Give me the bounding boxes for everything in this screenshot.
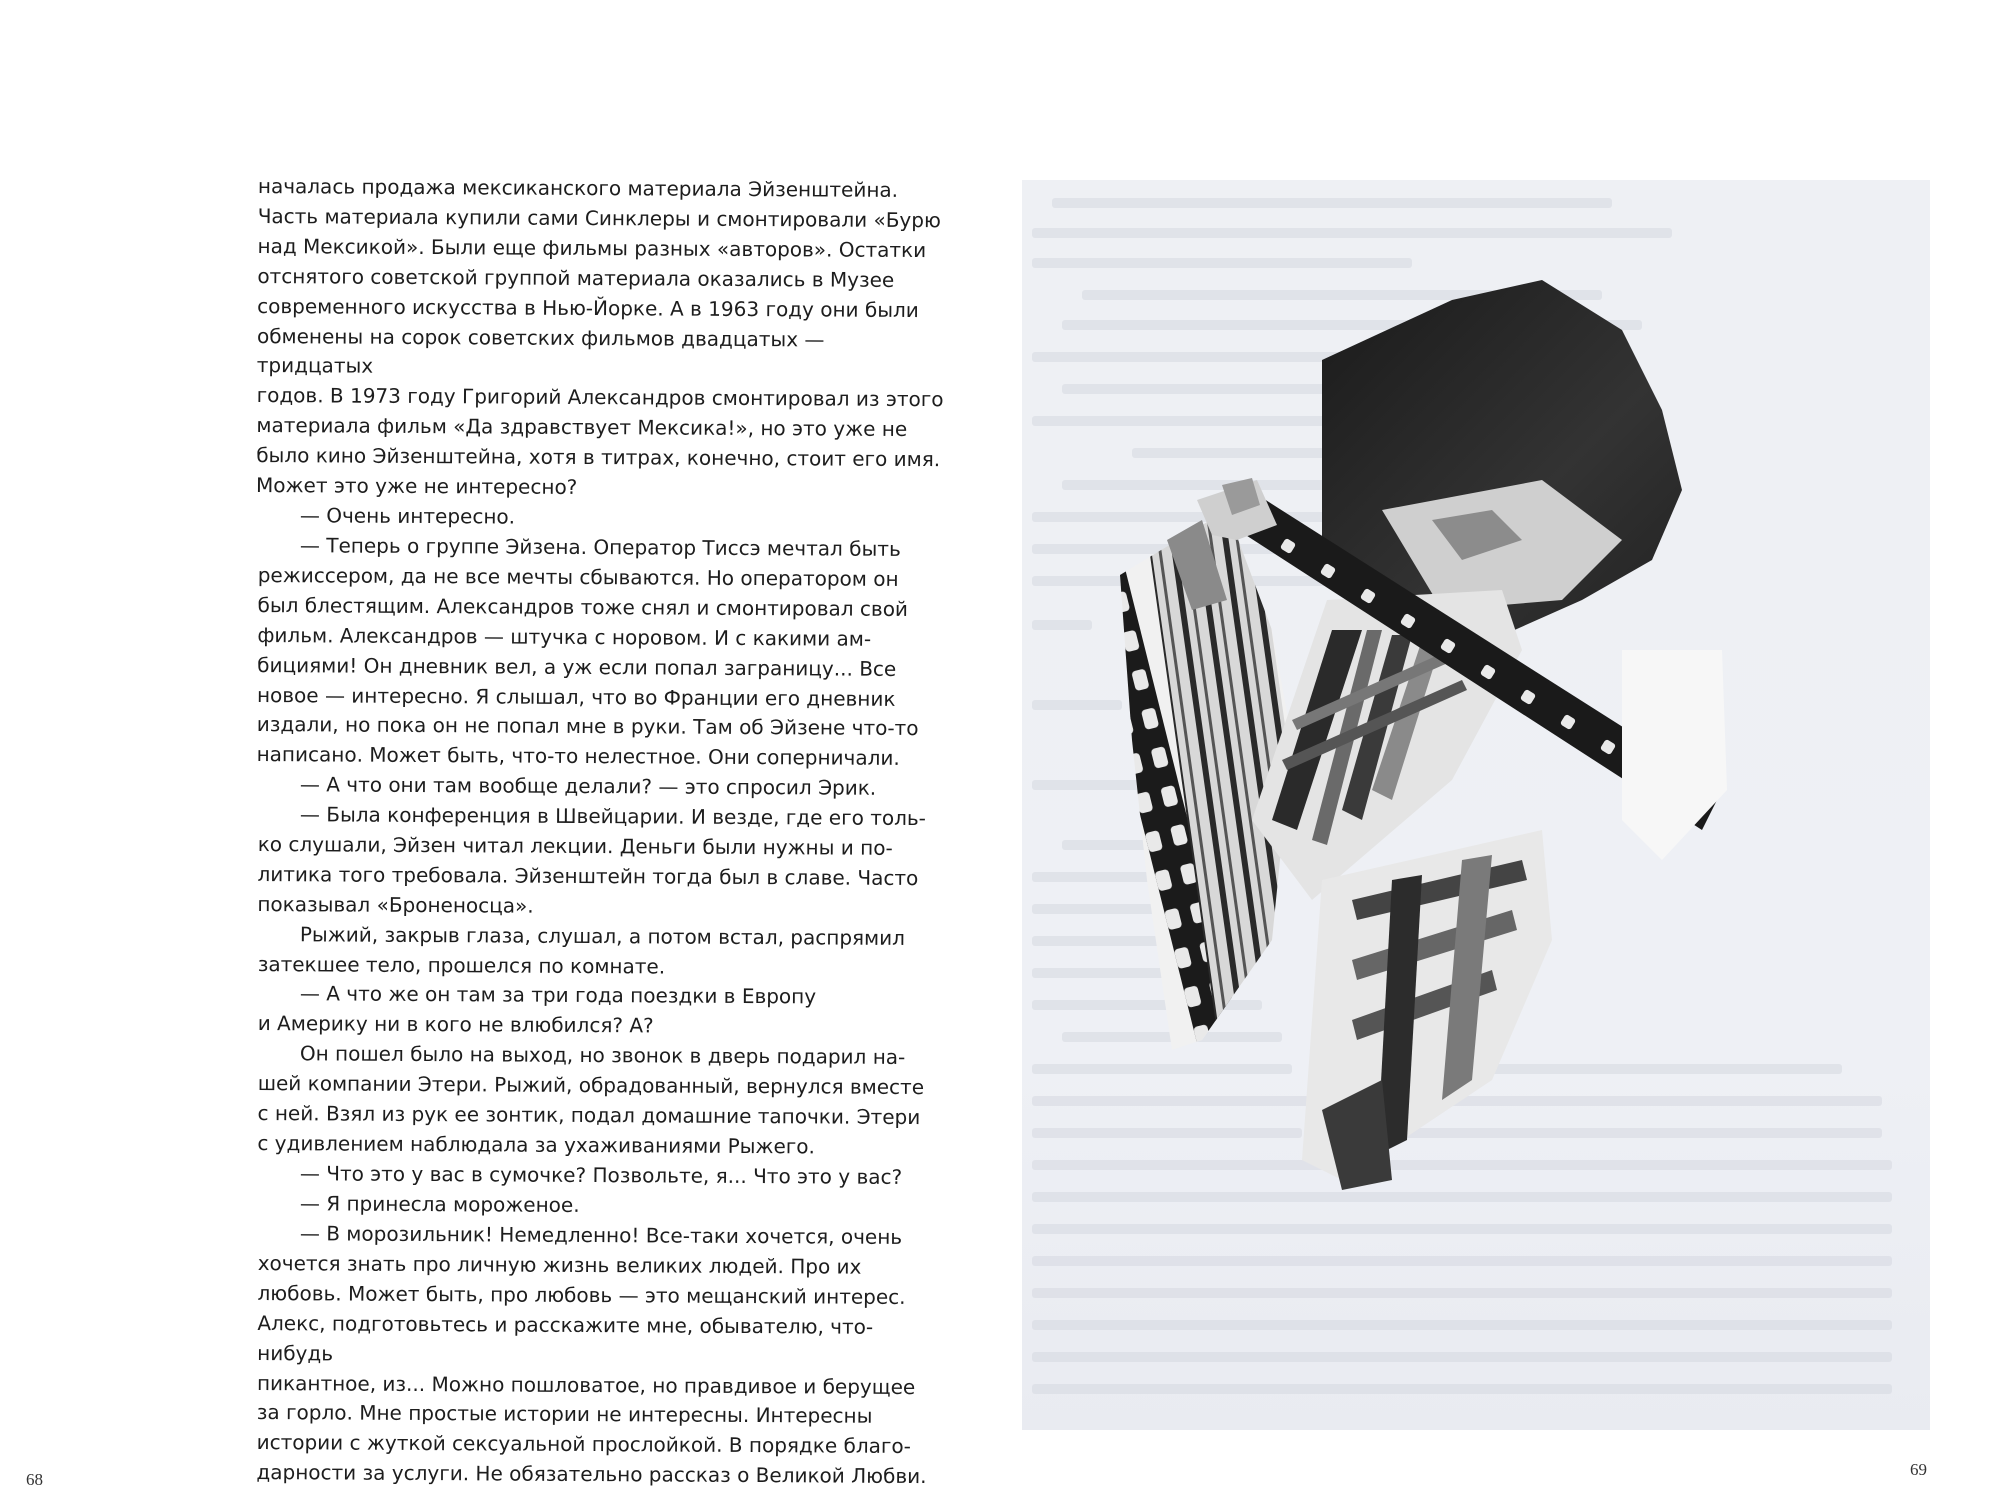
paragraph: — А что они там вообще делали? — это спросил Эрик. (299, 772, 877, 800)
collage-illustration (1022, 180, 1930, 1430)
right-page (1000, 0, 2000, 1503)
lower-building-photo (1302, 830, 1552, 1190)
paragraph: — Теперь о группе Эйзена. Оператор Тиссэ мечтал быть режиссером, да не все мечты сбываются. Но оператором он был блестящим. Александров тоже снял и смонтировал свой фильм. Александров — штучка с норовом. И с какими ам- бициями! Он дневник вел, а уж если попал заграницу... Все новое — интересно. Я слышал, что во Франции его дневник издали, но пока он не попал мне в руки. Там об Эйзене что-то написано. Может быть, что-то нелестное. Они соперничали. (256, 533, 919, 771)
paragraph: — Очень интересно. (299, 503, 516, 529)
paragraph: — Была конференция в Швейцарии. И везде, где его толь- ко слушали, Эйзен читал лекции. Деньги были нужны и по- литика того требовала. Эйзенштейн тогда был в славе. Часто показывал «Броненосца». (257, 802, 926, 918)
paragraph: — Я принесла мороженое. (299, 1191, 580, 1217)
page-number-left: 68 (26, 1470, 43, 1489)
paragraph: — А что же он там за три года поездки в Европу и Америку ни в кого не влюбился? А? (257, 981, 817, 1038)
paragraph: — Что это у вас в сумочке? Позвольте, я... Что это у вас? (299, 1161, 903, 1189)
paragraph: Рыжий, закрыв глаза, слушал, а потом встал, распрямил затекшее тело, прошелся по комнате. (257, 921, 906, 979)
photo-collage (1022, 180, 1930, 1430)
torn-paper-piece (1622, 650, 1727, 860)
paragraph: началась продажа мексиканского материала Эйзенштейна. Часть материала купили сами Синклеры и смонтировали «Бурю над Мексикой». Были еще фильмы разных «авторов». Остатки отснятого советской группой материала оказались в Музее современного искусства в Нью-Йорке. А в 1963 году они были обменены на сорок советских фильмов двадцатых — тридцатых годов. В 1973 году Григорий Александров смонтировал из этого материала фильм «Да здравствует Мексика!», но это уже не было кино Эйзенштейна, хотя в титрах, конечно, стоит его имя. Может это уже не интересно? (256, 173, 944, 500)
page-number-right: 69 (1910, 1460, 1927, 1479)
body-text (258, 172, 948, 1488)
paragraph: Он пошел было на выход, но звонок в дверь подарил на- шей компании Этери. Рыжий, обрадованный, вернулся вместе с ней. Взял из рук ее зонтик, подал домашние тапочки. Этери с удивлением наблюдала за ухаживаниями Рыжего. (257, 1041, 925, 1159)
paragraph: — В морозильник! Немедленно! Все-таки хочется, очень хочется знать про личную жизнь великих людей. Про их любовь. Может быть, про любовь — это мещанский интерес. Алекс, подготовьтесь и расскажите мне, обывателю, что-нибудь пикантное, из... Можно пошловатое, но правдивое и берущее за горло. Мне простые истории не интересны. Интересны истории с жуткой сексуальной прослойкой. В порядке благо- дарности за услуги. Не обязательно рассказ о Великой Любви. (256, 1220, 927, 1489)
